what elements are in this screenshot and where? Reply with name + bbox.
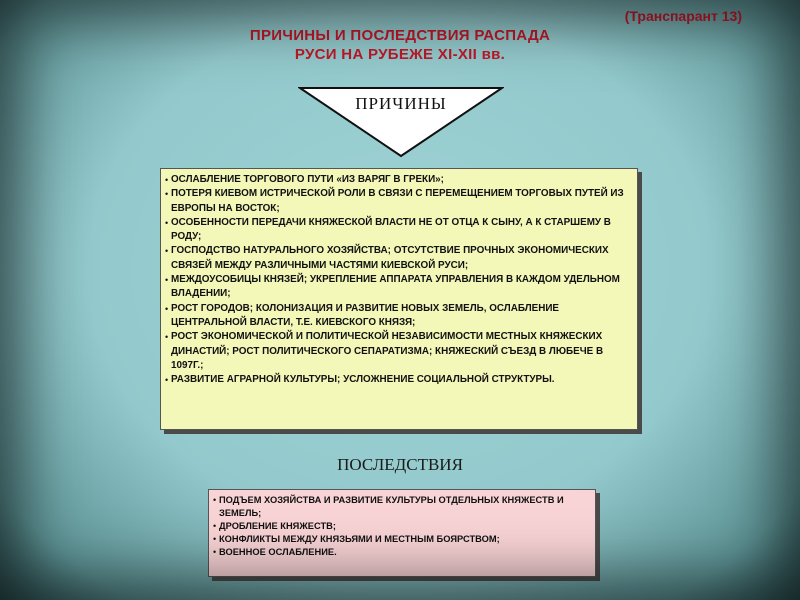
causes-list: [167, 173, 629, 387]
page-title: [150, 26, 650, 64]
causes-triangle: [298, 86, 504, 158]
effect-item: • КОНФЛИКТЫ МЕЖДУ КНЯЗЬЯМИ И МЕСТНЫМ БОЯРСТВОМ;: [215, 533, 587, 546]
title-line-2: РУСИ НА РУБЕЖЕ XI-XII вв.: [294, 46, 506, 63]
cause-item: • ПОТЕРЯ КИЕВОМ ИСТРИЧЕСКОЙ РОЛИ В СВЯЗИ С ПЕРЕМЕЩЕНИЕМ ТОРГОВЫХ ПУТЕЙ ИЗ ЕВРОПЫ НА ВОСТОК;: [167, 187, 629, 216]
effect-item: • ПОДЪЕМ ХОЗЯЙСТВА И РАЗВИТИЕ КУЛЬТУРЫ ОТДЕЛЬНЫХ КНЯЖЕСТВ И ЗЕМЕЛЬ;: [215, 494, 587, 520]
cause-item: • РОСТ ЭКОНОМИЧЕСКОЙ И ПОЛИТИЧЕСКОЙ НЕЗАВИСИМОСТИ МЕСТНЫХ КНЯЖЕСКИХ ДИНАСТИЙ; РОСТ ПОЛИТИЧЕСКОГО СЕПАРАТИЗМА; КНЯЖЕСКИЙ СЪЕЗД В ЛЮБЕЧЕ В 1097Г.;: [167, 330, 629, 373]
causes-box: [160, 168, 638, 430]
cause-item: • ГОСПОДСТВО НАТУРАЛЬНОГО ХОЗЯЙСТВА; ОТСУТСТВИЕ ПРОЧНЫХ ЭКОНОМИЧЕСКИХ СВЯЗЕЙ МЕЖДУ РАЗЛИЧНЫМИ ЧАСТЯМИ КИЕВСКОЙ РУСИ;: [167, 244, 629, 273]
effects-list: [215, 494, 587, 559]
title-line-1: ПРИЧИНЫ И ПОСЛЕДСТВИЯ РАСПАДА: [249, 27, 551, 44]
effects-heading: ПОСЛЕДСТВИЯ: [337, 455, 463, 474]
effects-box: [208, 489, 596, 577]
cause-item: • РОСТ ГОРОДОВ; КОЛОНИЗАЦИЯ И РАЗВИТИЕ НОВЫХ ЗЕМЕЛЬ, ОСЛАБЛЕНИЕ ЦЕНТРАЛЬНОЙ ВЛАСТИ, Т.Е. КИЕВСКОГО КНЯЗЯ;: [167, 302, 629, 331]
cause-item: • ОСЛАБЛЕНИЕ ТОРГОВОГО ПУТИ «ИЗ ВАРЯГ В ГРЕКИ»;: [167, 173, 629, 187]
effect-item: • ДРОБЛЕНИЕ КНЯЖЕСТВ;: [215, 520, 587, 533]
causes-heading: ПРИЧИНЫ: [355, 94, 447, 113]
effect-item: • ВОЕННОЕ ОСЛАБЛЕНИЕ.: [215, 546, 587, 559]
cause-item: • РАЗВИТИЕ АГРАРНОЙ КУЛЬТУРЫ; УСЛОЖНЕНИЕ СОЦИАЛЬНОЙ СТРУКТУРЫ.: [167, 373, 629, 387]
cause-item: • ОСОБЕННОСТИ ПЕРЕДАЧИ КНЯЖЕСКОЙ ВЛАСТИ НЕ ОТ ОТЦА К СЫНУ, А К СТАРШЕМУ В РОДУ;: [167, 216, 629, 245]
transparency-label: (Транспарант 13): [624, 8, 742, 24]
cause-item: • МЕЖДОУСОБИЦЫ КНЯЗЕЙ; УКРЕПЛЕНИЕ АППАРАТА УПРАВЛЕНИЯ В КАЖДОМ УДЕЛЬНОМ ВЛАДЕНИИ;: [167, 273, 629, 302]
